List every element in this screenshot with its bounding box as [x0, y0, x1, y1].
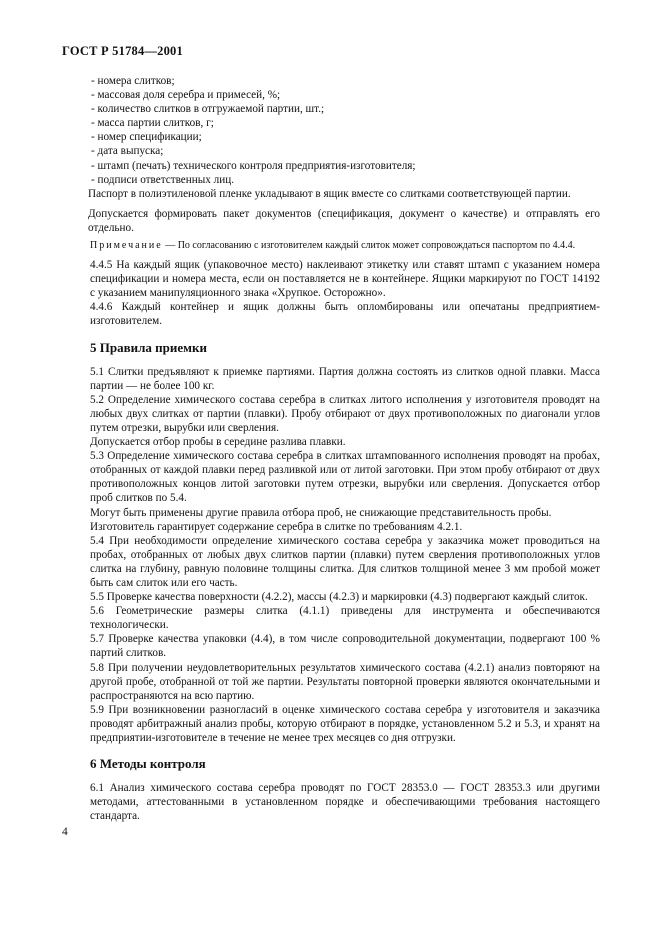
paragraph: 5.8 При получении неудовлетворительных результатов химического состава (4.2.1) анализ повторяют на другой пробе, отобранной от той же партии. Результаты повторной проверки являются окончательными и распространяются на всю партию.	[90, 661, 600, 702]
list-item: - номера слитков;	[91, 75, 175, 87]
page-content	[90, 74, 600, 824]
list-item: - подписи ответственных лиц.	[91, 173, 235, 186]
list-item: - штамп (печать) технического контроля предприятия-изготовителя;	[91, 159, 416, 172]
list-item: - количество слитков в отгружаемой партии, шт.;	[91, 103, 325, 116]
paragraph: 5.6 Геометрические размеры слитка (4.1.1) приведены для инструмента и обеспечиваются технологически.	[90, 605, 600, 632]
paragraph: 5.7 Проверке качества упаковки (4.4), в том числе сопроводительной документации, подвергают 100 % партий слитков.	[90, 633, 600, 660]
passport-contents-list	[90, 74, 600, 187]
paragraph: Допускается отбор пробы в середине разлива плавки.	[90, 436, 346, 449]
paragraph: 5.1 Слитки предъявляют к приемке партиями. Партия должна состоять из слитков одной плавки. Масса партии — не более 100 кг.	[90, 365, 600, 392]
section-5-body	[90, 365, 600, 746]
paragraph: 5.2 Определение химического состава серебра в слитках литого исполнения у изготовителя проводят на любых двух слитках от партии (плавки). Пробу отбирают от двух противоположных по диагонали углов путем отрезки, вырубки или сверления.	[90, 393, 600, 434]
paragraph: 5.5 Проверке качества поверхности (4.2.2), массы (4.2.3) и маркировки (4.3) подвергают каждый слиток.	[90, 591, 588, 604]
paragraph: Изготовитель гарантирует содержание серебра в слитке по требованиям 4.2.1.	[90, 520, 463, 533]
note	[90, 239, 600, 252]
list-item: - массовая доля серебра и примесей, %;	[91, 89, 281, 102]
paragraph: Могут быть применены другие правила отбора проб, не снижающие представительность пробы.	[90, 506, 552, 519]
paragraph-4-4-5: 4.4.5 На каждый ящик (упаковочное место) наклеивают этикетку или ставят штамп с указанием номера спецификации и номера места, если он поставляется не в контейнере. Ящики маркируют по ГОСТ 14192 с указанием манипуляционного знака «Хрупкое. Осторожно».	[90, 259, 600, 300]
list-item: - дата выпуска;	[91, 145, 164, 158]
page-number: 4	[62, 826, 68, 838]
section-6-body	[90, 781, 600, 823]
paragraph: 5.3 Определение химического состава серебра в слитках штампованного исполнения проводят на пробах, отобранных от каждой плавки перед разливкой или от литой заготовки. При этом пробу отбирают от двух противоположных концов литой заготовки путем отрезки, вырубки или сверления. Допускается отбор проб слитков по 5.4.	[90, 450, 600, 505]
list-item: - номер спецификации;	[91, 131, 202, 144]
section-5-title: 5 Правила приемки	[90, 339, 207, 355]
paragraph-passport: Паспорт в полиэтиленовой пленке укладывают в ящик вместе со слитками соответствующей партии.	[88, 187, 571, 200]
paragraph-package: Допускается формировать пакет документов (спецификация, документ о качестве) и отправлять его отдельно.	[88, 207, 600, 234]
list-item: - масса партии слитков, г;	[91, 117, 214, 130]
paragraph: 5.4 При необходимости определение химического состава серебра у заказчика может проводиться на пробах, отобранных от любых двух слитков партии (плавки) путем сверления противоположных углов слитка на глубину, равную половине толщины слитка. Для слитков толщиной менее 3 мм пробой может быть сам слиток или его часть.	[90, 534, 600, 589]
note-label: Примечание	[90, 240, 163, 252]
paragraph: 6.1 Анализ химического состава серебра проводят по ГОСТ 28353.0 — ГОСТ 28353.3 или другими методами, аттестованными в установленном порядке и обеспечивающими требования настоящего стандарта.	[90, 782, 600, 823]
section-6-title: 6 Методы контроля	[90, 756, 206, 772]
note-text: — По согласованию с изготовителем каждый слиток может сопровождаться паспортом по 4.4.4.	[162, 240, 576, 252]
paragraph: 5.9 При возникновении разногласий в оценке химического состава серебра у изготовителя и заказчика проводят арбитражный анализ пробы, которую отбирают в порядке, установленном 5.2 и 5.3, и хранят на предприятии-изготовителе в течение не менее трех месяцев со дня отгрузки.	[90, 703, 600, 745]
document-header: ГОСТ Р 51784—2001	[62, 44, 183, 58]
paragraph-4-4-6: 4.4.6 Каждый контейнер и ящик должны быть опломбированы или опечатаны предприятием-изготовителем.	[90, 301, 600, 328]
